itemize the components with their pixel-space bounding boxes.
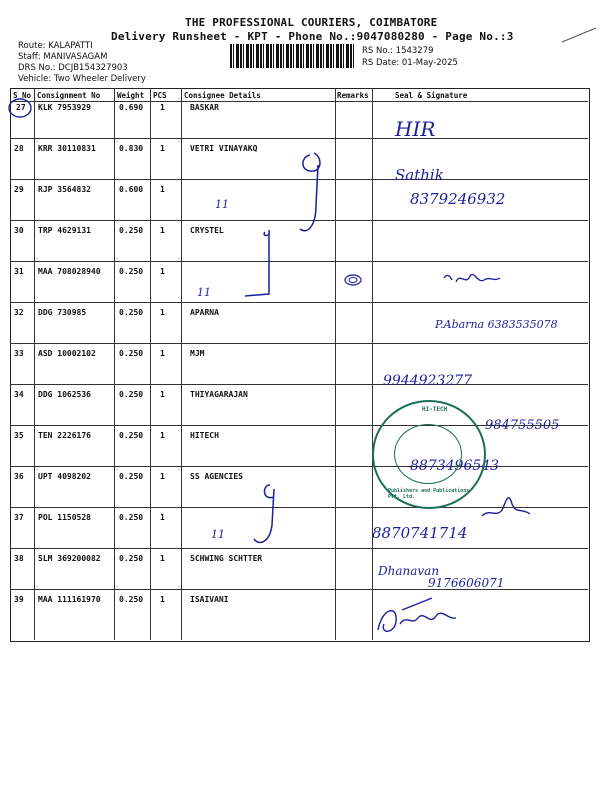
col-header-pcs: PCS bbox=[153, 91, 167, 100]
cell-consignee: APARNA bbox=[190, 308, 219, 317]
cell-consignment: KLK 7953929 bbox=[38, 103, 91, 112]
cell-sno: 36 bbox=[14, 472, 24, 481]
cell-weight: 0.250 bbox=[119, 431, 144, 440]
stamp-inner-ring bbox=[394, 424, 462, 484]
cell-weight: 0.250 bbox=[119, 390, 144, 399]
col-header-consignee: Consignee Details bbox=[184, 91, 261, 100]
cell-consignment: POL 1150528 bbox=[38, 513, 91, 522]
cell-consignee: SS AGENCIES bbox=[190, 472, 243, 481]
handwritten-signature: HIR bbox=[395, 117, 436, 141]
cell-pcs: 1 bbox=[160, 513, 165, 522]
cell-consignment: TRP 4629131 bbox=[38, 226, 91, 235]
signature-scribble bbox=[240, 475, 290, 555]
cell-sno: 31 bbox=[14, 267, 24, 276]
cell-weight: 0.250 bbox=[119, 513, 144, 522]
cell-sno: 38 bbox=[14, 554, 24, 563]
header-divider bbox=[10, 101, 588, 102]
row-divider bbox=[10, 302, 588, 303]
cell-pcs: 1 bbox=[160, 267, 165, 276]
signature-scribble bbox=[235, 222, 285, 307]
cell-weight: 0.250 bbox=[119, 349, 144, 358]
handwritten-mark: 11 bbox=[197, 286, 211, 299]
cell-weight: 0.250 bbox=[119, 554, 144, 563]
signature-scribble bbox=[372, 590, 462, 640]
cell-weight: 0.600 bbox=[119, 185, 144, 194]
row-divider bbox=[10, 261, 588, 262]
cell-consignment: SLM 369200082 bbox=[38, 554, 101, 563]
vehicle-label: Vehicle: Two Wheeler Delivery bbox=[18, 74, 146, 84]
cell-sno: 33 bbox=[14, 349, 24, 358]
route-label: Route: KALAPATTI bbox=[18, 41, 93, 51]
cell-consignment: MAA 708028940 bbox=[38, 267, 101, 276]
cell-pcs: 1 bbox=[160, 595, 165, 604]
col-divider bbox=[372, 88, 373, 640]
cell-pcs: 1 bbox=[160, 226, 165, 235]
cell-pcs: 1 bbox=[160, 144, 165, 153]
cell-weight: 0.250 bbox=[119, 595, 144, 604]
cell-pcs: 1 bbox=[160, 308, 165, 317]
cell-consignee: CRYSTEL bbox=[190, 226, 224, 235]
cell-pcs: 1 bbox=[160, 554, 165, 563]
cell-pcs: 1 bbox=[160, 472, 165, 481]
document-title: THE PROFESSIONAL COURIERS, COIMBATORE bbox=[185, 16, 438, 29]
circle-mark bbox=[6, 96, 36, 122]
row-divider bbox=[10, 343, 588, 344]
handwritten-phone: 8873496543 bbox=[410, 458, 500, 474]
cell-consignment: DDG 1062536 bbox=[38, 390, 91, 399]
staff-label: Staff: MANIVASAGAM bbox=[18, 52, 108, 62]
col-divider bbox=[335, 88, 336, 640]
col-divider bbox=[34, 88, 35, 640]
cell-sno: 39 bbox=[14, 595, 24, 604]
cell-consignment: ASD 10002102 bbox=[38, 349, 96, 358]
handwritten-phone: 984755505 bbox=[485, 418, 560, 433]
cell-consignment: MAA 111161970 bbox=[38, 595, 101, 604]
col-header-signature: Seal & Signature bbox=[395, 91, 468, 100]
cell-sno: 35 bbox=[14, 431, 24, 440]
cell-consignment: DDG 730985 bbox=[38, 308, 87, 317]
stamp-text: Publishers and Publications Pvt. Ltd. bbox=[388, 488, 470, 500]
cell-weight: 0.830 bbox=[119, 144, 144, 153]
cell-pcs: 1 bbox=[160, 390, 165, 399]
cell-weight: 0.250 bbox=[119, 267, 144, 276]
cell-pcs: 1 bbox=[160, 349, 165, 358]
handwritten-phone: 8379246932 bbox=[410, 190, 506, 208]
handwritten-signature: Dhanavan bbox=[378, 564, 440, 578]
drs-label: DRS No.: DCJB154327903 bbox=[18, 63, 128, 73]
row-divider bbox=[10, 384, 588, 385]
cell-consignment: TEN 2226176 bbox=[38, 431, 91, 440]
col-divider bbox=[181, 88, 182, 640]
cell-consignment: UPT 4098202 bbox=[38, 472, 91, 481]
cell-consignee: HITECH bbox=[190, 431, 219, 440]
handwritten-phone: P.Abarna 6383535078 bbox=[435, 318, 558, 331]
col-header-sno: S No bbox=[13, 91, 32, 100]
cell-consignee: SCHWING SCHTTER bbox=[190, 554, 263, 563]
cell-consignee: BASKAR bbox=[190, 103, 219, 112]
cell-sno: 37 bbox=[14, 513, 24, 522]
signature-scribble bbox=[478, 488, 538, 523]
handwritten-mark: 11 bbox=[215, 198, 229, 211]
cell-pcs: 1 bbox=[160, 103, 165, 112]
barcode bbox=[230, 44, 354, 68]
handwritten-phone: 8870741714 bbox=[372, 524, 468, 542]
stamp-text: HI-TECH bbox=[422, 406, 448, 413]
handwritten-mark: 11 bbox=[211, 528, 225, 541]
remark-scribble bbox=[340, 270, 370, 290]
cell-consignment: RJP 3564832 bbox=[38, 185, 91, 194]
col-header-weight: Weight bbox=[117, 91, 145, 100]
handwritten-phone: 9944923277 bbox=[383, 373, 473, 389]
col-divider bbox=[114, 88, 115, 640]
cell-weight: 0.690 bbox=[119, 103, 144, 112]
cell-consignee: ISAIVANI bbox=[190, 595, 229, 604]
company-stamp bbox=[372, 400, 486, 509]
cell-pcs: 1 bbox=[160, 431, 165, 440]
pen-mark bbox=[560, 20, 600, 50]
cell-consignee: THIYAGARAJAN bbox=[190, 390, 248, 399]
cell-sno: 27 bbox=[16, 103, 26, 112]
cell-weight: 0.250 bbox=[119, 226, 144, 235]
handwritten-phone: 9176606071 bbox=[428, 576, 505, 590]
col-divider bbox=[150, 88, 151, 640]
cell-consignee: VETRI VINAYAKQ bbox=[190, 144, 258, 153]
cell-sno: 29 bbox=[14, 185, 24, 194]
row-divider bbox=[10, 466, 588, 467]
signature-scribble bbox=[440, 268, 510, 294]
cell-weight: 0.250 bbox=[119, 472, 144, 481]
row-divider bbox=[10, 548, 588, 549]
document-subtitle: Delivery Runsheet - KPT - Phone No.:9047080280 - Page No.:3 bbox=[111, 30, 514, 43]
rs-date: RS Date: 01-May-2025 bbox=[362, 58, 458, 68]
rs-number: RS No.: 1543279 bbox=[362, 46, 434, 56]
col-header-consignment: Consignment No bbox=[37, 91, 101, 100]
cell-sno: 30 bbox=[14, 226, 24, 235]
cell-weight: 0.250 bbox=[119, 308, 144, 317]
cell-consignment: KRR 30110831 bbox=[38, 144, 96, 153]
cell-pcs: 1 bbox=[160, 185, 165, 194]
cell-consignee: MJM bbox=[190, 349, 205, 358]
cell-sno: 28 bbox=[14, 144, 24, 153]
cell-sno: 32 bbox=[14, 308, 24, 317]
cell-sno: 34 bbox=[14, 390, 24, 399]
row-divider bbox=[10, 138, 588, 139]
col-header-remarks: Remarks bbox=[337, 91, 369, 100]
handwritten-signature: Sathik bbox=[395, 166, 444, 184]
